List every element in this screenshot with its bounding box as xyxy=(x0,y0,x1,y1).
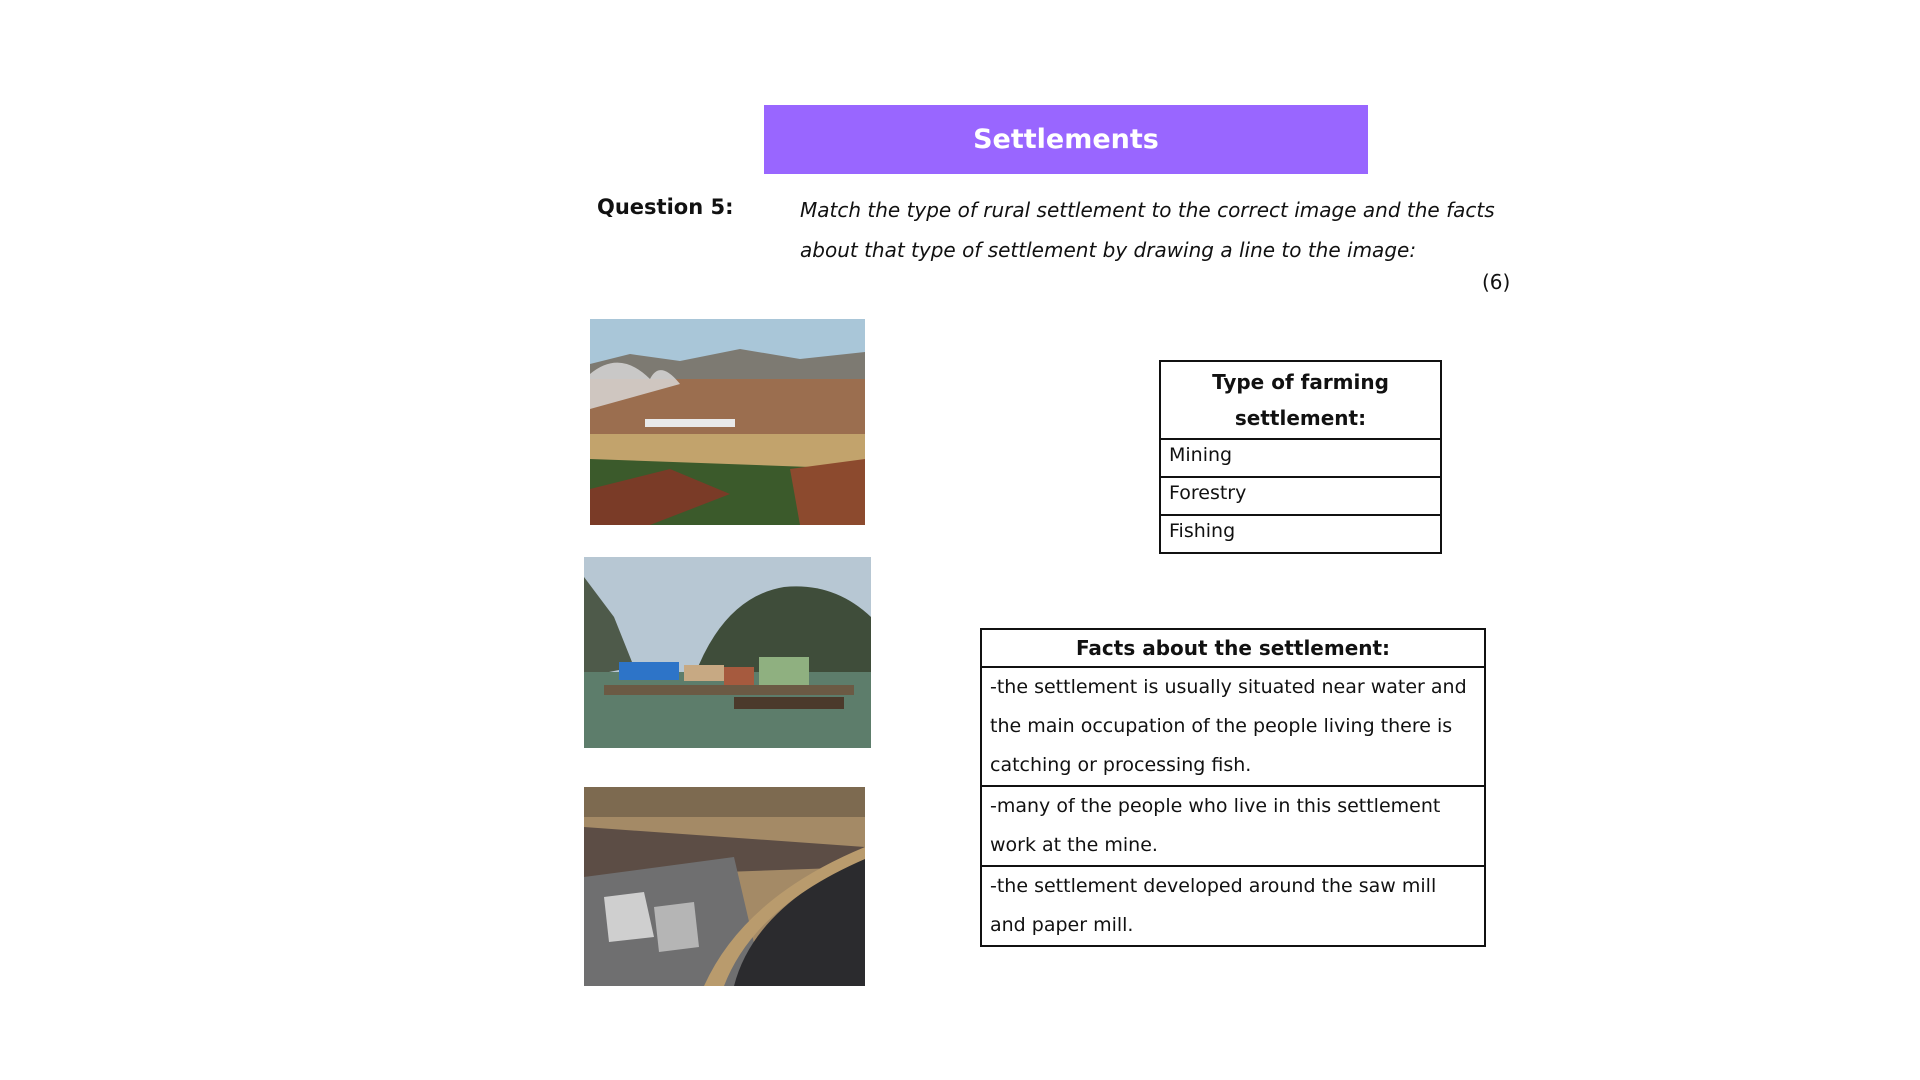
settlement-type-table xyxy=(1159,360,1442,554)
fishing-village-photo xyxy=(584,557,871,748)
question-label: Question 5: xyxy=(597,195,734,219)
facts-header: Facts about the settlement: xyxy=(981,629,1485,667)
fact-row: -the settlement is usually situated near water and the main occupation of the people living there is catching or processing fish. xyxy=(981,667,1485,786)
fact-row: -the settlement developed around the saw mill and paper mill. xyxy=(981,866,1485,946)
settlement-type-row: Fishing xyxy=(1160,515,1441,553)
settlement-type-row: Mining xyxy=(1160,439,1441,477)
mining-landscape-photo xyxy=(590,319,865,525)
settlement-type-row: Forestry xyxy=(1160,477,1441,515)
question-text: Match the type of rural settlement to the correct image and the facts about that type of settlement by drawing a line to the image: xyxy=(800,198,1495,262)
fact-row: -many of the people who live in this settlement work at the mine. xyxy=(981,786,1485,866)
title-banner xyxy=(764,105,1368,174)
settlement-facts-table xyxy=(980,628,1486,947)
forestry-settlement-photo xyxy=(584,787,865,986)
page-title: Settlements xyxy=(973,124,1159,155)
question-marks: (6) xyxy=(1482,270,1511,294)
settlement-type-header: Type of farming settlement: xyxy=(1160,361,1441,439)
